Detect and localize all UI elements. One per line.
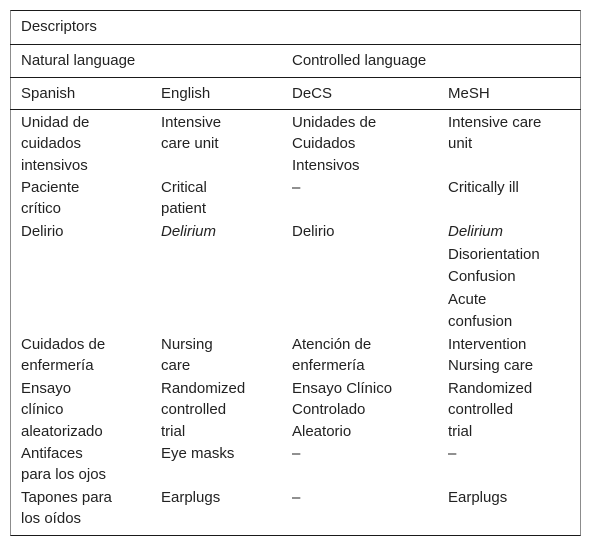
cell-spanish bbox=[21, 334, 105, 377]
cell-line: enfermería bbox=[292, 357, 365, 375]
cell-line: los oídos bbox=[21, 510, 82, 528]
cell-line: Critically ill bbox=[448, 179, 519, 196]
cell-mesh bbox=[448, 221, 540, 332]
cell-line: trial bbox=[448, 422, 473, 440]
cell-line: Paciente bbox=[21, 179, 80, 196]
cell-line: Earplugs bbox=[448, 489, 508, 506]
cell-line: patient bbox=[161, 200, 207, 218]
column-header-english: English bbox=[161, 85, 211, 102]
cell-english bbox=[161, 443, 234, 464]
cell-spanish bbox=[21, 487, 112, 530]
cell-line: Randomized bbox=[448, 380, 533, 397]
cell-line: controlled bbox=[448, 401, 514, 419]
cell-decs bbox=[292, 443, 300, 464]
cell-line: Ensayo Clínico bbox=[292, 380, 393, 397]
cell-decs bbox=[292, 221, 335, 242]
cell-line: trial bbox=[161, 422, 186, 440]
cell-english bbox=[161, 221, 216, 242]
cell-spanish bbox=[21, 443, 106, 486]
cell-line: Ensayo bbox=[21, 380, 72, 397]
cell-line: Intensivos bbox=[292, 156, 360, 174]
cell-line: enfermería bbox=[21, 357, 94, 375]
cell-decs bbox=[292, 378, 392, 442]
cell-mesh bbox=[448, 443, 456, 464]
cell-line: Delirium bbox=[161, 223, 217, 240]
cell-line: Intervention bbox=[448, 336, 527, 353]
cell-line: confusion bbox=[448, 313, 513, 331]
cell-line: Intensive care bbox=[448, 114, 542, 131]
cell-line: – bbox=[292, 445, 301, 462]
column-header-mesh: MeSH bbox=[448, 85, 490, 102]
cell-line: crítico bbox=[21, 200, 62, 218]
cell-line: Cuidados bbox=[292, 135, 356, 153]
cell-decs bbox=[292, 334, 371, 377]
cell-mesh bbox=[448, 378, 532, 442]
cell-english bbox=[161, 487, 220, 508]
cell-line: Disorientation bbox=[448, 245, 540, 263]
cell-line: Antifaces bbox=[21, 445, 83, 462]
cell-line: – bbox=[292, 489, 301, 506]
title-divider bbox=[10, 44, 581, 45]
cell-line: aleatorizado bbox=[21, 422, 103, 440]
cell-line: Tapones para bbox=[21, 489, 112, 506]
cell-line: Delirium bbox=[448, 223, 504, 240]
cell-line: Randomized bbox=[161, 380, 246, 397]
cell-line: controlled bbox=[161, 401, 227, 419]
group-header-controlled-language: Controlled language bbox=[292, 52, 427, 69]
cell-line: – bbox=[448, 445, 457, 462]
cell-line: cuidados bbox=[21, 135, 82, 153]
cell-line: – bbox=[292, 179, 301, 196]
group-header-divider bbox=[10, 77, 581, 78]
cell-line: Nursing care bbox=[448, 357, 534, 375]
cell-decs bbox=[292, 112, 376, 176]
cell-line: Earplugs bbox=[161, 489, 221, 506]
cell-line: clínico bbox=[21, 401, 64, 419]
cell-mesh bbox=[448, 177, 519, 198]
cell-english bbox=[161, 334, 213, 377]
cell-mesh bbox=[448, 334, 533, 377]
table-title: Descriptors bbox=[21, 18, 97, 35]
cell-english bbox=[161, 378, 245, 442]
cell-line: Delirio bbox=[292, 223, 335, 240]
cell-line: Critical bbox=[161, 179, 207, 196]
group-header-natural-language: Natural language bbox=[21, 52, 136, 69]
cell-line: para los ojos bbox=[21, 466, 107, 484]
cell-line: Delirio bbox=[21, 223, 64, 240]
cell-line: Intensive bbox=[161, 114, 222, 131]
cell-line: unit bbox=[448, 135, 473, 153]
cell-line: Controlado bbox=[292, 401, 366, 419]
cell-spanish bbox=[21, 221, 64, 242]
cell-line: Nursing bbox=[161, 336, 213, 353]
cell-english bbox=[161, 177, 207, 220]
cell-spanish bbox=[21, 177, 79, 220]
cell-english bbox=[161, 112, 221, 155]
cell-mesh bbox=[448, 112, 541, 155]
column-header-divider bbox=[10, 109, 581, 110]
column-header-decs: DeCS bbox=[292, 85, 333, 102]
cell-spanish bbox=[21, 378, 103, 442]
cell-decs bbox=[292, 177, 300, 198]
cell-line: care bbox=[161, 357, 191, 375]
cell-line: care unit bbox=[161, 135, 219, 153]
cell-decs bbox=[292, 487, 300, 508]
cell-mesh bbox=[448, 487, 507, 508]
cell-line: Eye masks bbox=[161, 445, 235, 462]
cell-line: Unidad de bbox=[21, 114, 90, 131]
cell-line: Atención de bbox=[292, 336, 372, 353]
cell-line: Confusion bbox=[448, 268, 516, 286]
cell-spanish bbox=[21, 112, 89, 176]
cell-line: Acute bbox=[448, 290, 487, 308]
cell-line: intensivos bbox=[21, 156, 88, 174]
cell-line: Unidades de bbox=[292, 114, 377, 131]
cell-line: Cuidados de bbox=[21, 336, 106, 353]
column-header-spanish: Spanish bbox=[21, 85, 76, 102]
cell-line: Aleatorio bbox=[292, 422, 352, 440]
